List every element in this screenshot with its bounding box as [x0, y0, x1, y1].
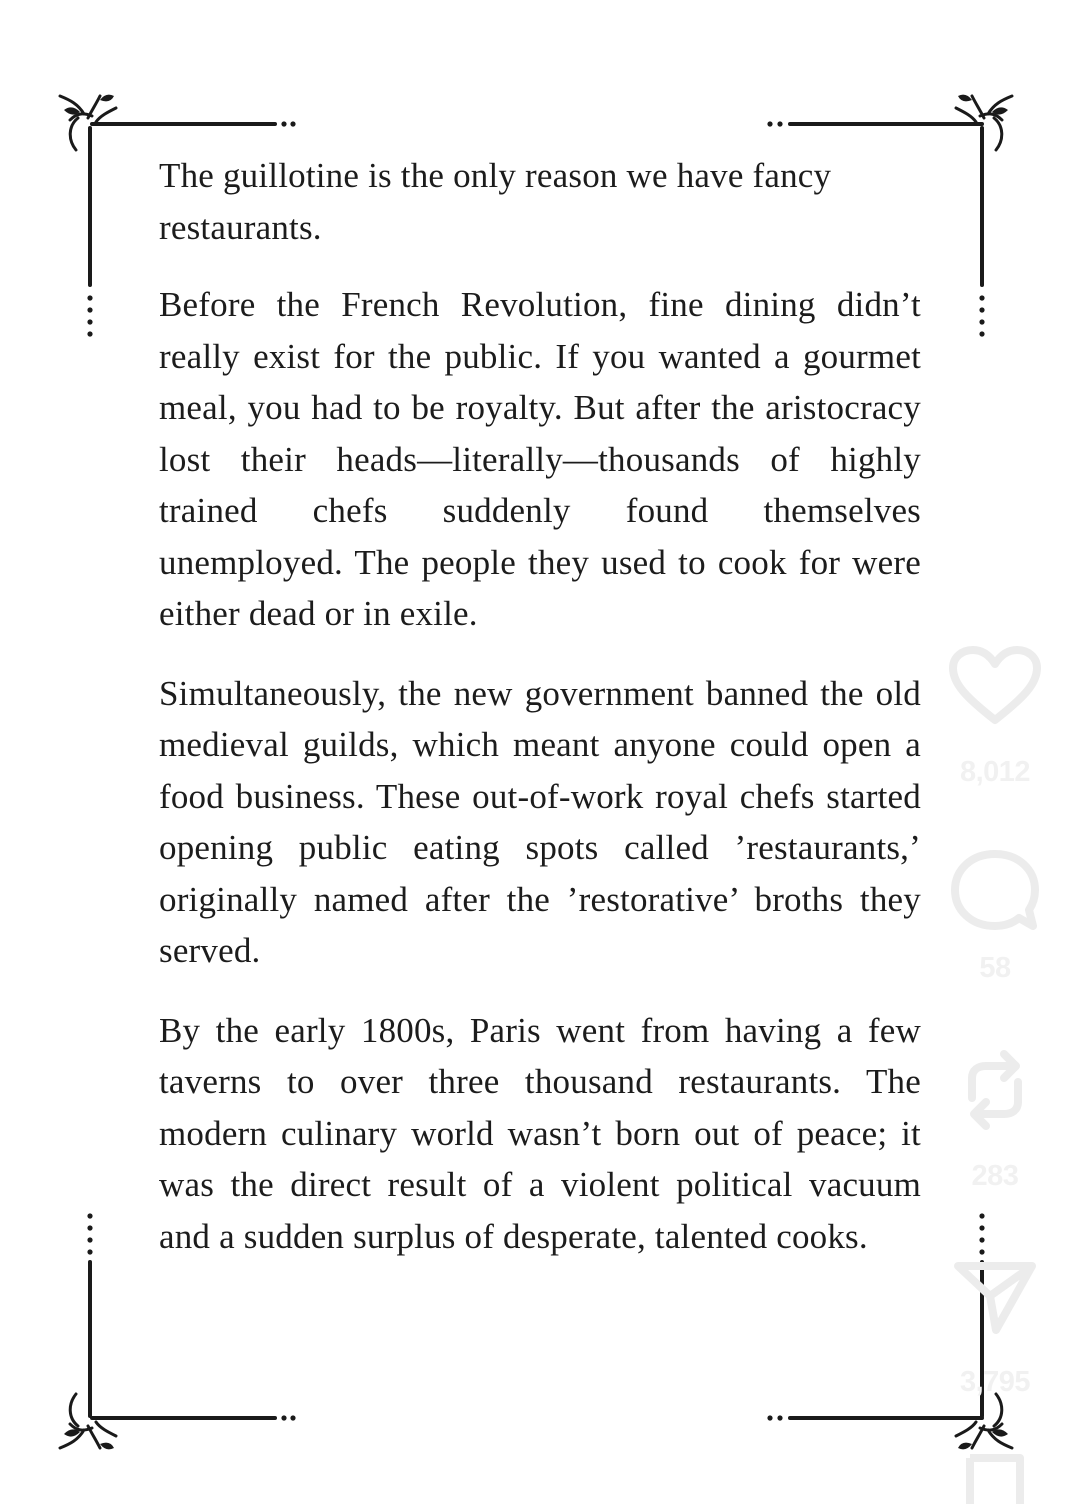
- bookmark-icon: [960, 1454, 1030, 1504]
- repost-button[interactable]: [940, 1042, 1050, 1193]
- save-button[interactable]: [940, 1454, 1050, 1504]
- comment-button[interactable]: [940, 848, 1050, 985]
- paragraph-before-revolution: Before the French Revolution, fine dining didn’t really exist for the public. If you wanted a gourmet meal, you had to be royalty. But after the aristocracy lost their heads—literally—thousands of highly trained chefs suddenly found themselves unemployed. The people they used to cook for were either dead or in exile.: [159, 285, 921, 633]
- heart-icon: [947, 646, 1043, 726]
- paragraph-paris: By the early 1800s, Paris went from having a few taverns to over three thousand restaurants. The modern culinary world wasn’t born out of peace; it was the direct result of a violent political vacuum and a sudden surplus of desperate, talented cooks.: [159, 1010, 921, 1256]
- comment-count: 58: [979, 952, 1011, 984]
- paragraph-guilds: Simultaneously, the new government banned the old medieval guilds, which meant anyone could open a food business. These out-of-work royal chefs started opening public eating spots called ’restaurants,’ originally named after the ’restorative’ broths they served.: [159, 673, 921, 970]
- comment-icon: [947, 848, 1043, 934]
- share-count: 3,795: [959, 1366, 1031, 1398]
- post-text: [159, 150, 921, 1290]
- share-button[interactable]: [940, 1256, 1050, 1399]
- like-count: 8,012: [959, 756, 1031, 788]
- repost-icon: [950, 1042, 1040, 1138]
- repost-count: 283: [971, 1160, 1019, 1192]
- like-button[interactable]: [940, 646, 1050, 789]
- action-rail: [940, 640, 1050, 1504]
- share-icon: [950, 1256, 1040, 1336]
- paragraph-headline: The guillotine is the only reason we have fancy restaurants.: [159, 156, 832, 247]
